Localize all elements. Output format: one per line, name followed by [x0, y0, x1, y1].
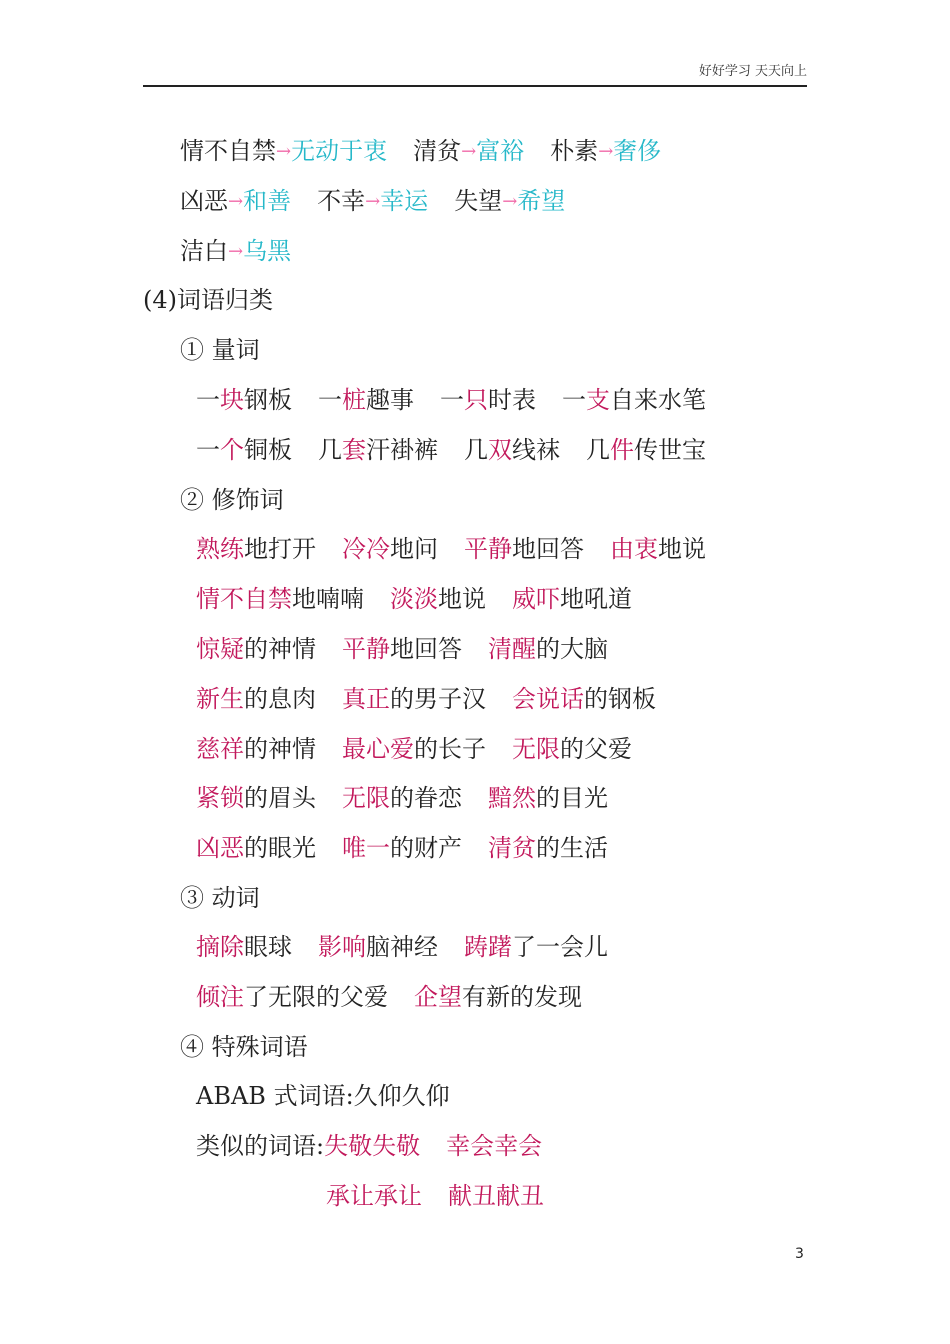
- phrase: 平静地回答: [342, 635, 462, 663]
- phrase: 凶恶的眼光: [196, 834, 316, 862]
- arrow-icon: →: [598, 141, 614, 162]
- header-text: 好好学习 天天向上: [698, 64, 807, 79]
- phrase: 几双线袜: [464, 436, 560, 464]
- phrase: 无限的眷恋: [342, 784, 462, 812]
- similar-line: [196, 1131, 542, 1161]
- modifier-row-3: [196, 634, 608, 664]
- antonym-pair: 奢侈: [613, 137, 662, 165]
- phrase: 影响脑神经: [318, 933, 438, 961]
- section-title: (4)词语归类: [143, 286, 273, 314]
- phrase: 倾注了无限的父爱: [196, 983, 388, 1011]
- arrow-icon: →: [365, 191, 381, 212]
- modifier-row-6: [196, 783, 608, 813]
- modifier-row-4: [196, 684, 656, 714]
- phrase: 平静地回答: [464, 535, 584, 563]
- phrase: 情不自禁地喃喃: [196, 585, 364, 613]
- antonym-pair: 富裕: [476, 137, 525, 165]
- measure-row-2: [196, 435, 706, 465]
- subsection-title-special: ④ 特殊词语: [180, 1033, 308, 1061]
- abab-line: ABAB 式词语:久仰久仰: [196, 1082, 450, 1110]
- phrase: 会说话的钢板: [512, 685, 656, 713]
- modifier-row-7: [196, 833, 608, 863]
- phrase: 企望有新的发现: [414, 983, 582, 1011]
- antonym-pair: 和善: [243, 187, 292, 215]
- phrase: 最心爱的长子: [342, 735, 486, 763]
- modifier-row-5: [196, 734, 632, 764]
- modifier-row-2: [196, 584, 632, 614]
- phrase: 由衷地说: [610, 535, 706, 563]
- arrow-icon: →: [502, 191, 518, 212]
- similar-word: 承让承让: [326, 1182, 422, 1210]
- antonym-word: 不幸: [317, 187, 366, 215]
- antonym-word: 情不自禁: [180, 137, 276, 165]
- subsection-title-verbs: ③ 动词: [180, 884, 260, 912]
- antonym-word: 凶恶: [180, 187, 228, 215]
- arrow-icon: →: [276, 141, 292, 162]
- phrase: 清贫的生活: [488, 834, 608, 862]
- measure-row-1: [196, 385, 706, 415]
- arrow-icon: →: [228, 241, 244, 262]
- page-header: [143, 60, 807, 87]
- phrase: 淡淡地说: [390, 585, 486, 613]
- similar-label: 类似的词语:: [196, 1132, 325, 1160]
- phrase: 无限的父爱: [512, 735, 632, 763]
- phrase: 紧锁的眉头: [196, 784, 316, 812]
- phrase: 一块钢板: [196, 386, 292, 414]
- antonym-word: 洁白: [180, 237, 228, 265]
- verb-row-2: [196, 982, 582, 1012]
- subsection-title-measure: ① 量词: [180, 336, 260, 364]
- antonym-row-2: [180, 186, 565, 216]
- phrase: 一支自来水笔: [562, 386, 706, 414]
- similar-word: 失敬失敬: [324, 1132, 421, 1160]
- page-number: 3: [795, 1246, 804, 1262]
- phrase: 摘除眼球: [196, 933, 292, 961]
- phrase: 踌躇了一会儿: [464, 933, 608, 961]
- phrase: 几件传世宝: [586, 436, 706, 464]
- phrase: 慈祥的神情: [196, 735, 316, 763]
- verb-row-1: [196, 932, 608, 962]
- antonym-pair: 无动于衷: [291, 137, 388, 165]
- phrase: 熟练地打开: [196, 535, 316, 563]
- antonym-pair: 幸运: [380, 187, 429, 215]
- similar-word: 献丑献丑: [448, 1182, 544, 1210]
- antonym-pair: 希望: [517, 187, 566, 215]
- antonym-word: 清贫: [413, 137, 462, 165]
- antonym-pair: 乌黑: [243, 237, 292, 265]
- phrase: 一桩趣事: [318, 386, 414, 414]
- header-rule: [143, 85, 807, 87]
- subsection-title-modifiers: ② 修饰词: [180, 486, 284, 514]
- phrase: 一只时表: [440, 386, 536, 414]
- arrow-icon: →: [228, 191, 244, 212]
- similar-line-2: [326, 1181, 544, 1211]
- phrase: 唯一的财产: [342, 834, 462, 862]
- phrase: 惊疑的神情: [196, 635, 316, 663]
- modifier-row-1: [196, 534, 706, 564]
- arrow-icon: →: [461, 141, 477, 162]
- phrase: 一个铜板: [196, 436, 292, 464]
- antonym-row-3: [180, 236, 291, 266]
- phrase: 冷冷地问: [342, 535, 438, 563]
- antonym-word: 失望: [454, 187, 503, 215]
- phrase: 真正的男子汉: [342, 685, 486, 713]
- phrase: 黯然的目光: [488, 784, 608, 812]
- phrase: 新生的息肉: [196, 685, 316, 713]
- similar-word: 幸会幸会: [446, 1132, 543, 1160]
- phrase: 清醒的大脑: [488, 635, 608, 663]
- phrase: 几套汗褂裤: [318, 436, 438, 464]
- antonym-row-1: [180, 136, 661, 166]
- phrase: 威吓地吼道: [512, 585, 632, 613]
- antonym-word: 朴素: [550, 137, 599, 165]
